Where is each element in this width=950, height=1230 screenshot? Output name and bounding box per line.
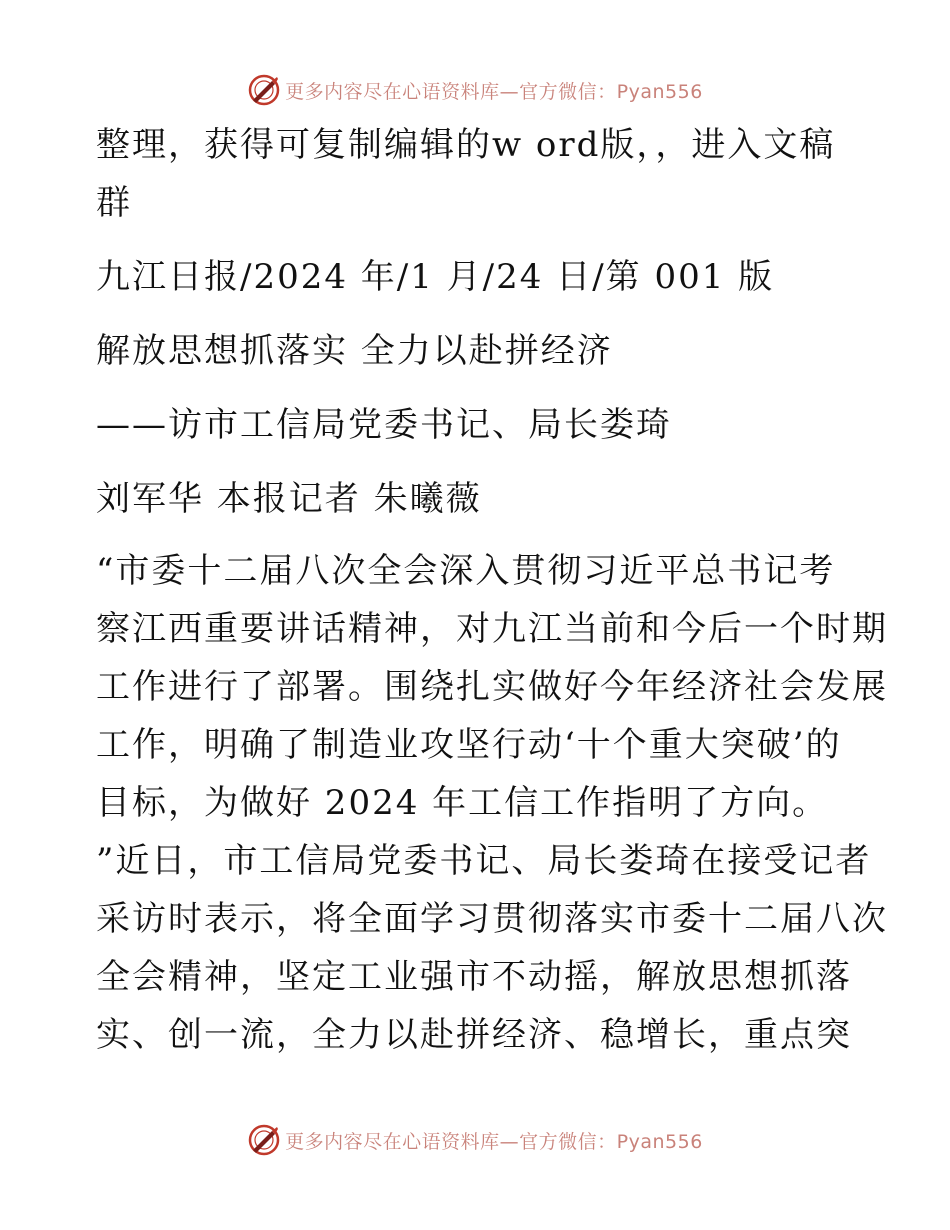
intro-line-1: 整理，获得可复制编辑的w ord版，，进入文稿 [96, 125, 836, 165]
headline: 解放思想抓落实 全力以赴拼经济 [96, 331, 613, 371]
intro-line-2: 群 [96, 183, 132, 223]
body-line: 目标，为做好 2024 年工信工作指明了方向。 [96, 783, 829, 823]
body-line: “市委十二届八次全会深入贯彻习近平总书记考 [96, 551, 836, 591]
subheadline: ——访市工信局党委书记、局长娄琦 [96, 405, 672, 445]
byline: 刘军华 本报记者 朱曦薇 [96, 479, 482, 519]
article-paragraph [96, 542, 888, 1064]
footer-watermark [0, 1120, 950, 1160]
body-line: 工作，明确了制造业攻坚行动‘十个重大突破’的 [96, 725, 842, 765]
source-line: 九江日报/2024 年/1 月/24 日/第 001 版 [96, 257, 775, 297]
body-line: 采访时表示，将全面学习贯彻落实市委十二届八次 [96, 899, 888, 939]
body-line: 实、创一流，全力以赴拼经济、稳增长，重点突 [96, 1015, 852, 1055]
header-watermark [0, 70, 950, 110]
body-line: 察江西重要讲话精神，对九江当前和今后一个时期 [96, 609, 888, 649]
watermark-text: 更多内容尽在心语资料库—官方微信：Pyan556 [285, 80, 703, 103]
watermark-text: 更多内容尽在心语资料库—官方微信：Pyan556 [285, 1130, 703, 1153]
document-body [96, 116, 888, 1064]
body-line: 工作进行了部署。围绕扎实做好今年经济社会发展 [96, 667, 888, 707]
pen-seal-logo-icon [247, 73, 281, 107]
pen-seal-logo-icon [247, 1123, 281, 1157]
body-line: ”近日，市工信局党委书记、局长娄琦在接受记者 [96, 841, 872, 881]
body-line: 全会精神，坚定工业强市不动摇，解放思想抓落 [96, 957, 852, 997]
